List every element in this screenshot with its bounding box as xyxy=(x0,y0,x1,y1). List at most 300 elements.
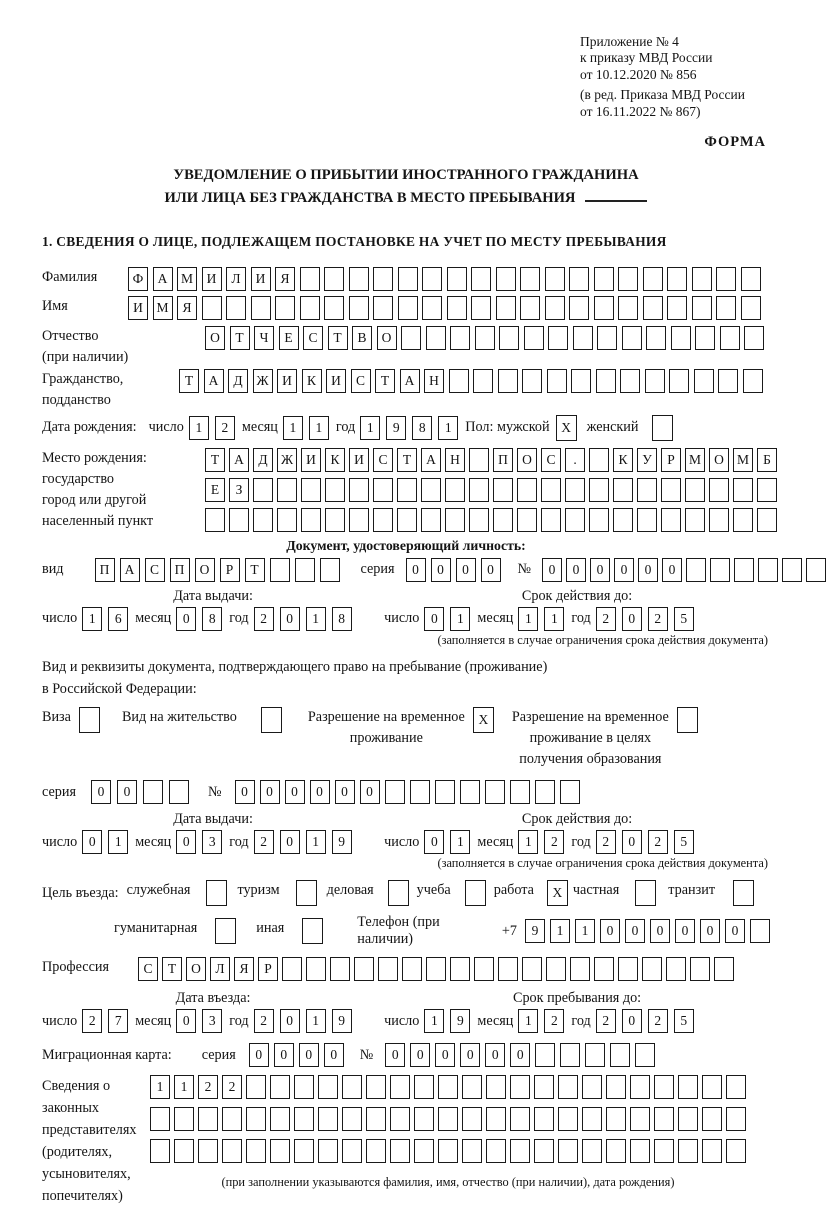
char-box[interactable] xyxy=(620,369,640,393)
char-box[interactable] xyxy=(349,478,369,502)
char-box[interactable] xyxy=(320,558,340,582)
char-box[interactable]: 0 xyxy=(235,780,255,804)
char-box[interactable] xyxy=(569,296,589,320)
char-box[interactable]: 1 xyxy=(189,416,209,440)
char-box[interactable]: А xyxy=(229,448,249,472)
char-box[interactable] xyxy=(710,558,730,582)
char-box[interactable]: 1 xyxy=(575,919,595,943)
char-box[interactable] xyxy=(618,957,638,981)
purpose-official-checkbox[interactable] xyxy=(206,880,227,906)
char-box[interactable] xyxy=(594,296,614,320)
char-box[interactable]: 9 xyxy=(386,416,406,440)
char-box[interactable] xyxy=(548,326,568,350)
char-box[interactable]: 1 xyxy=(306,607,326,631)
char-box[interactable]: 0 xyxy=(622,607,642,631)
char-box[interactable] xyxy=(390,1139,410,1163)
char-box[interactable]: 0 xyxy=(82,830,102,854)
char-box[interactable] xyxy=(450,326,470,350)
char-box[interactable] xyxy=(594,267,614,291)
char-box[interactable] xyxy=(678,1139,698,1163)
char-box[interactable] xyxy=(150,1107,170,1131)
char-box[interactable] xyxy=(589,448,609,472)
char-box[interactable] xyxy=(643,296,663,320)
char-box[interactable] xyxy=(517,478,537,502)
char-box[interactable]: 0 xyxy=(600,919,620,943)
char-box[interactable] xyxy=(447,296,467,320)
char-box[interactable] xyxy=(475,326,495,350)
char-box[interactable]: . xyxy=(565,448,585,472)
char-box[interactable]: 2 xyxy=(198,1075,218,1099)
char-box[interactable] xyxy=(630,1139,650,1163)
char-box[interactable]: С xyxy=(145,558,165,582)
char-box[interactable] xyxy=(300,296,320,320)
char-box[interactable] xyxy=(510,1107,530,1131)
char-box[interactable]: 0 xyxy=(176,1009,196,1033)
char-box[interactable]: Е xyxy=(279,326,299,350)
char-box[interactable] xyxy=(324,296,344,320)
char-box[interactable]: 0 xyxy=(176,830,196,854)
char-box[interactable] xyxy=(637,478,657,502)
char-box[interactable] xyxy=(486,1139,506,1163)
sex-male-checkbox[interactable]: X xyxy=(556,415,577,441)
char-box[interactable]: Н xyxy=(445,448,465,472)
char-box[interactable]: 0 xyxy=(410,1043,430,1067)
char-box[interactable]: Д xyxy=(228,369,248,393)
char-box[interactable] xyxy=(485,780,505,804)
char-box[interactable] xyxy=(702,1075,722,1099)
char-box[interactable]: С xyxy=(351,369,371,393)
char-box[interactable] xyxy=(462,1139,482,1163)
char-box[interactable] xyxy=(301,508,321,532)
char-box[interactable]: 0 xyxy=(335,780,355,804)
char-box[interactable] xyxy=(222,1107,242,1131)
char-box[interactable]: 0 xyxy=(431,558,451,582)
char-box[interactable]: Т xyxy=(162,957,182,981)
char-box[interactable] xyxy=(510,1075,530,1099)
char-box[interactable]: А xyxy=(400,369,420,393)
char-box[interactable] xyxy=(438,1075,458,1099)
char-box[interactable] xyxy=(718,369,738,393)
char-box[interactable] xyxy=(306,957,326,981)
char-box[interactable]: 1 xyxy=(82,607,102,631)
char-box[interactable]: 0 xyxy=(285,780,305,804)
char-box[interactable] xyxy=(398,296,418,320)
char-box[interactable] xyxy=(757,478,777,502)
char-box[interactable] xyxy=(445,508,465,532)
char-box[interactable]: П xyxy=(95,558,115,582)
char-box[interactable] xyxy=(498,369,518,393)
char-box[interactable]: 1 xyxy=(550,919,570,943)
char-box[interactable]: 0 xyxy=(638,558,658,582)
char-box[interactable] xyxy=(743,369,763,393)
char-box[interactable] xyxy=(174,1107,194,1131)
char-box[interactable]: 1 xyxy=(150,1075,170,1099)
char-box[interactable]: 0 xyxy=(299,1043,319,1067)
char-box[interactable]: Т xyxy=(375,369,395,393)
char-box[interactable]: М xyxy=(153,296,173,320)
char-box[interactable]: 1 xyxy=(450,830,470,854)
char-box[interactable]: 9 xyxy=(450,1009,470,1033)
char-box[interactable]: И xyxy=(202,267,222,291)
residence-permit-checkbox[interactable] xyxy=(261,707,282,733)
char-box[interactable]: 2 xyxy=(254,607,274,631)
char-box[interactable] xyxy=(613,508,633,532)
char-box[interactable]: С xyxy=(138,957,158,981)
char-box[interactable] xyxy=(744,326,764,350)
char-box[interactable]: 5 xyxy=(674,607,694,631)
char-box[interactable] xyxy=(643,267,663,291)
char-box[interactable]: 2 xyxy=(254,830,274,854)
char-box[interactable] xyxy=(589,508,609,532)
char-box[interactable] xyxy=(499,326,519,350)
char-box[interactable]: С xyxy=(541,448,561,472)
char-box[interactable]: 8 xyxy=(332,607,352,631)
char-box[interactable] xyxy=(570,957,590,981)
char-box[interactable] xyxy=(630,1107,650,1131)
char-box[interactable]: 1 xyxy=(360,416,380,440)
char-box[interactable] xyxy=(169,780,189,804)
char-box[interactable]: 0 xyxy=(481,558,501,582)
char-box[interactable] xyxy=(300,267,320,291)
char-box[interactable]: 0 xyxy=(324,1043,344,1067)
char-box[interactable]: 0 xyxy=(249,1043,269,1067)
char-box[interactable] xyxy=(438,1107,458,1131)
char-box[interactable] xyxy=(373,267,393,291)
char-box[interactable] xyxy=(294,1139,314,1163)
char-box[interactable]: П xyxy=(170,558,190,582)
char-box[interactable] xyxy=(410,780,430,804)
char-box[interactable]: 0 xyxy=(424,830,444,854)
char-box[interactable]: В xyxy=(352,326,372,350)
char-box[interactable]: Л xyxy=(210,957,230,981)
char-box[interactable] xyxy=(534,1075,554,1099)
char-box[interactable]: 1 xyxy=(450,607,470,631)
char-box[interactable] xyxy=(270,558,290,582)
char-box[interactable] xyxy=(582,1075,602,1099)
char-box[interactable] xyxy=(645,369,665,393)
char-box[interactable]: 0 xyxy=(614,558,634,582)
char-box[interactable]: 1 xyxy=(309,416,329,440)
char-box[interactable] xyxy=(694,369,714,393)
char-box[interactable]: 2 xyxy=(222,1075,242,1099)
char-box[interactable] xyxy=(449,369,469,393)
char-box[interactable]: Ч xyxy=(254,326,274,350)
char-box[interactable] xyxy=(445,478,465,502)
char-box[interactable]: 1 xyxy=(518,607,538,631)
char-box[interactable]: И xyxy=(301,448,321,472)
char-box[interactable]: О xyxy=(186,957,206,981)
char-box[interactable] xyxy=(646,326,666,350)
char-box[interactable] xyxy=(438,1139,458,1163)
char-box[interactable] xyxy=(667,296,687,320)
char-box[interactable] xyxy=(618,267,638,291)
char-box[interactable]: 0 xyxy=(260,780,280,804)
char-box[interactable]: 0 xyxy=(117,780,137,804)
char-box[interactable] xyxy=(246,1107,266,1131)
char-box[interactable] xyxy=(750,919,770,943)
char-box[interactable]: 6 xyxy=(108,607,128,631)
char-box[interactable] xyxy=(226,296,246,320)
char-box[interactable] xyxy=(471,267,491,291)
char-box[interactable] xyxy=(622,326,642,350)
char-box[interactable]: 3 xyxy=(202,830,222,854)
char-box[interactable]: Я xyxy=(177,296,197,320)
purpose-other-checkbox[interactable] xyxy=(302,918,323,944)
char-box[interactable] xyxy=(558,1075,578,1099)
char-box[interactable] xyxy=(205,508,225,532)
char-box[interactable] xyxy=(325,508,345,532)
purpose-private-checkbox[interactable] xyxy=(635,880,656,906)
char-box[interactable] xyxy=(654,1075,674,1099)
char-box[interactable] xyxy=(630,1075,650,1099)
char-box[interactable]: 2 xyxy=(648,830,668,854)
char-box[interactable] xyxy=(426,957,446,981)
char-box[interactable] xyxy=(535,1043,555,1067)
char-box[interactable] xyxy=(594,957,614,981)
char-box[interactable]: 2 xyxy=(596,830,616,854)
char-box[interactable] xyxy=(253,478,273,502)
char-box[interactable] xyxy=(342,1075,362,1099)
char-box[interactable] xyxy=(471,296,491,320)
char-box[interactable] xyxy=(366,1075,386,1099)
char-box[interactable] xyxy=(695,326,715,350)
char-box[interactable] xyxy=(342,1139,362,1163)
char-box[interactable] xyxy=(606,1075,626,1099)
char-box[interactable] xyxy=(606,1107,626,1131)
char-box[interactable] xyxy=(618,296,638,320)
char-box[interactable]: 9 xyxy=(332,1009,352,1033)
char-box[interactable] xyxy=(661,478,681,502)
char-box[interactable] xyxy=(422,296,442,320)
char-box[interactable] xyxy=(349,508,369,532)
char-box[interactable] xyxy=(654,1139,674,1163)
char-box[interactable] xyxy=(330,957,350,981)
char-box[interactable] xyxy=(597,326,617,350)
char-box[interactable]: З xyxy=(229,478,249,502)
char-box[interactable] xyxy=(414,1107,434,1131)
char-box[interactable] xyxy=(726,1075,746,1099)
char-box[interactable] xyxy=(318,1075,338,1099)
char-box[interactable]: И xyxy=(326,369,346,393)
char-box[interactable] xyxy=(573,326,593,350)
char-box[interactable] xyxy=(202,296,222,320)
char-box[interactable]: С xyxy=(303,326,323,350)
char-box[interactable] xyxy=(275,296,295,320)
char-box[interactable] xyxy=(726,1107,746,1131)
char-box[interactable]: 0 xyxy=(406,558,426,582)
char-box[interactable]: 0 xyxy=(662,558,682,582)
char-box[interactable]: 0 xyxy=(590,558,610,582)
char-box[interactable]: С xyxy=(373,448,393,472)
char-box[interactable]: 8 xyxy=(202,607,222,631)
char-box[interactable]: 2 xyxy=(254,1009,274,1033)
char-box[interactable]: И xyxy=(277,369,297,393)
char-box[interactable] xyxy=(741,296,761,320)
char-box[interactable] xyxy=(671,326,691,350)
char-box[interactable]: 0 xyxy=(622,1009,642,1033)
char-box[interactable]: 1 xyxy=(544,607,564,631)
char-box[interactable] xyxy=(447,267,467,291)
char-box[interactable]: 0 xyxy=(725,919,745,943)
char-box[interactable] xyxy=(678,1107,698,1131)
char-box[interactable] xyxy=(685,508,705,532)
char-box[interactable]: Я xyxy=(275,267,295,291)
char-box[interactable]: К xyxy=(613,448,633,472)
char-box[interactable]: 0 xyxy=(435,1043,455,1067)
char-box[interactable] xyxy=(571,369,591,393)
char-box[interactable] xyxy=(560,780,580,804)
char-box[interactable]: 0 xyxy=(280,830,300,854)
char-box[interactable]: 0 xyxy=(700,919,720,943)
char-box[interactable]: Т xyxy=(328,326,348,350)
char-box[interactable] xyxy=(246,1139,266,1163)
char-box[interactable] xyxy=(229,508,249,532)
char-box[interactable]: 2 xyxy=(648,607,668,631)
char-box[interactable] xyxy=(342,1107,362,1131)
char-box[interactable] xyxy=(325,478,345,502)
char-box[interactable]: М xyxy=(177,267,197,291)
char-box[interactable] xyxy=(493,508,513,532)
char-box[interactable] xyxy=(174,1139,194,1163)
char-box[interactable]: И xyxy=(251,267,271,291)
char-box[interactable]: Л xyxy=(226,267,246,291)
char-box[interactable]: М xyxy=(685,448,705,472)
char-box[interactable] xyxy=(373,478,393,502)
char-box[interactable] xyxy=(349,267,369,291)
char-box[interactable] xyxy=(667,267,687,291)
char-box[interactable]: 0 xyxy=(91,780,111,804)
char-box[interactable] xyxy=(510,1139,530,1163)
char-box[interactable]: 0 xyxy=(176,607,196,631)
char-box[interactable] xyxy=(569,267,589,291)
char-box[interactable] xyxy=(496,296,516,320)
char-box[interactable] xyxy=(462,1107,482,1131)
char-box[interactable] xyxy=(545,296,565,320)
char-box[interactable] xyxy=(282,957,302,981)
char-box[interactable]: 0 xyxy=(274,1043,294,1067)
char-box[interactable]: 1 xyxy=(108,830,128,854)
char-box[interactable] xyxy=(414,1075,434,1099)
char-box[interactable] xyxy=(324,267,344,291)
char-box[interactable]: 1 xyxy=(306,830,326,854)
char-box[interactable] xyxy=(535,780,555,804)
char-box[interactable] xyxy=(654,1107,674,1131)
sex-female-checkbox[interactable] xyxy=(652,415,673,441)
char-box[interactable] xyxy=(582,1107,602,1131)
char-box[interactable]: Т xyxy=(179,369,199,393)
char-box[interactable] xyxy=(295,558,315,582)
char-box[interactable] xyxy=(414,1139,434,1163)
char-box[interactable]: Р xyxy=(661,448,681,472)
char-box[interactable]: Д xyxy=(253,448,273,472)
char-box[interactable] xyxy=(198,1139,218,1163)
char-box[interactable]: И xyxy=(349,448,369,472)
char-box[interactable] xyxy=(378,957,398,981)
char-box[interactable] xyxy=(610,1043,630,1067)
char-box[interactable] xyxy=(366,1107,386,1131)
char-box[interactable]: Т xyxy=(397,448,417,472)
char-box[interactable]: Н xyxy=(424,369,444,393)
char-box[interactable] xyxy=(685,478,705,502)
char-box[interactable] xyxy=(686,558,706,582)
char-box[interactable]: К xyxy=(302,369,322,393)
visa-checkbox[interactable] xyxy=(79,707,100,733)
char-box[interactable]: 1 xyxy=(306,1009,326,1033)
char-box[interactable] xyxy=(517,508,537,532)
char-box[interactable] xyxy=(354,957,374,981)
char-box[interactable]: 0 xyxy=(280,1009,300,1033)
char-box[interactable] xyxy=(547,369,567,393)
char-box[interactable]: 3 xyxy=(202,1009,222,1033)
char-box[interactable]: И xyxy=(128,296,148,320)
char-box[interactable] xyxy=(678,1075,698,1099)
char-box[interactable] xyxy=(582,1139,602,1163)
char-box[interactable]: О xyxy=(377,326,397,350)
char-box[interactable] xyxy=(757,508,777,532)
char-box[interactable]: А xyxy=(421,448,441,472)
char-box[interactable] xyxy=(716,267,736,291)
char-box[interactable] xyxy=(318,1139,338,1163)
char-box[interactable]: 7 xyxy=(108,1009,128,1033)
char-box[interactable]: 0 xyxy=(485,1043,505,1067)
char-box[interactable]: 1 xyxy=(518,1009,538,1033)
char-box[interactable] xyxy=(450,957,470,981)
char-box[interactable]: Т xyxy=(205,448,225,472)
char-box[interactable]: 0 xyxy=(510,1043,530,1067)
char-box[interactable] xyxy=(524,326,544,350)
char-box[interactable] xyxy=(702,1139,722,1163)
char-box[interactable] xyxy=(726,1139,746,1163)
char-box[interactable] xyxy=(318,1107,338,1131)
char-box[interactable] xyxy=(520,267,540,291)
char-box[interactable]: 0 xyxy=(385,1043,405,1067)
char-box[interactable] xyxy=(474,957,494,981)
char-box[interactable] xyxy=(734,558,754,582)
char-box[interactable]: 0 xyxy=(566,558,586,582)
char-box[interactable] xyxy=(222,1139,242,1163)
char-box[interactable] xyxy=(635,1043,655,1067)
char-box[interactable] xyxy=(714,957,734,981)
char-box[interactable] xyxy=(510,780,530,804)
char-box[interactable]: Ф xyxy=(128,267,148,291)
char-box[interactable] xyxy=(251,296,271,320)
char-box[interactable] xyxy=(366,1139,386,1163)
char-box[interactable] xyxy=(758,558,778,582)
char-box[interactable] xyxy=(669,369,689,393)
char-box[interactable] xyxy=(270,1139,290,1163)
char-box[interactable] xyxy=(709,508,729,532)
char-box[interactable] xyxy=(782,558,802,582)
char-box[interactable]: О xyxy=(205,326,225,350)
char-box[interactable]: К xyxy=(325,448,345,472)
char-box[interactable]: Т xyxy=(245,558,265,582)
char-box[interactable]: 8 xyxy=(412,416,432,440)
char-box[interactable] xyxy=(565,478,585,502)
char-box[interactable] xyxy=(596,369,616,393)
char-box[interactable] xyxy=(373,296,393,320)
char-box[interactable]: 0 xyxy=(542,558,562,582)
char-box[interactable]: 2 xyxy=(596,607,616,631)
char-box[interactable] xyxy=(534,1107,554,1131)
char-box[interactable] xyxy=(720,326,740,350)
purpose-humanitarian-checkbox[interactable] xyxy=(215,918,236,944)
char-box[interactable] xyxy=(541,478,561,502)
char-box[interactable] xyxy=(716,296,736,320)
char-box[interactable] xyxy=(349,296,369,320)
char-box[interactable] xyxy=(560,1043,580,1067)
char-box[interactable] xyxy=(398,267,418,291)
char-box[interactable] xyxy=(469,478,489,502)
